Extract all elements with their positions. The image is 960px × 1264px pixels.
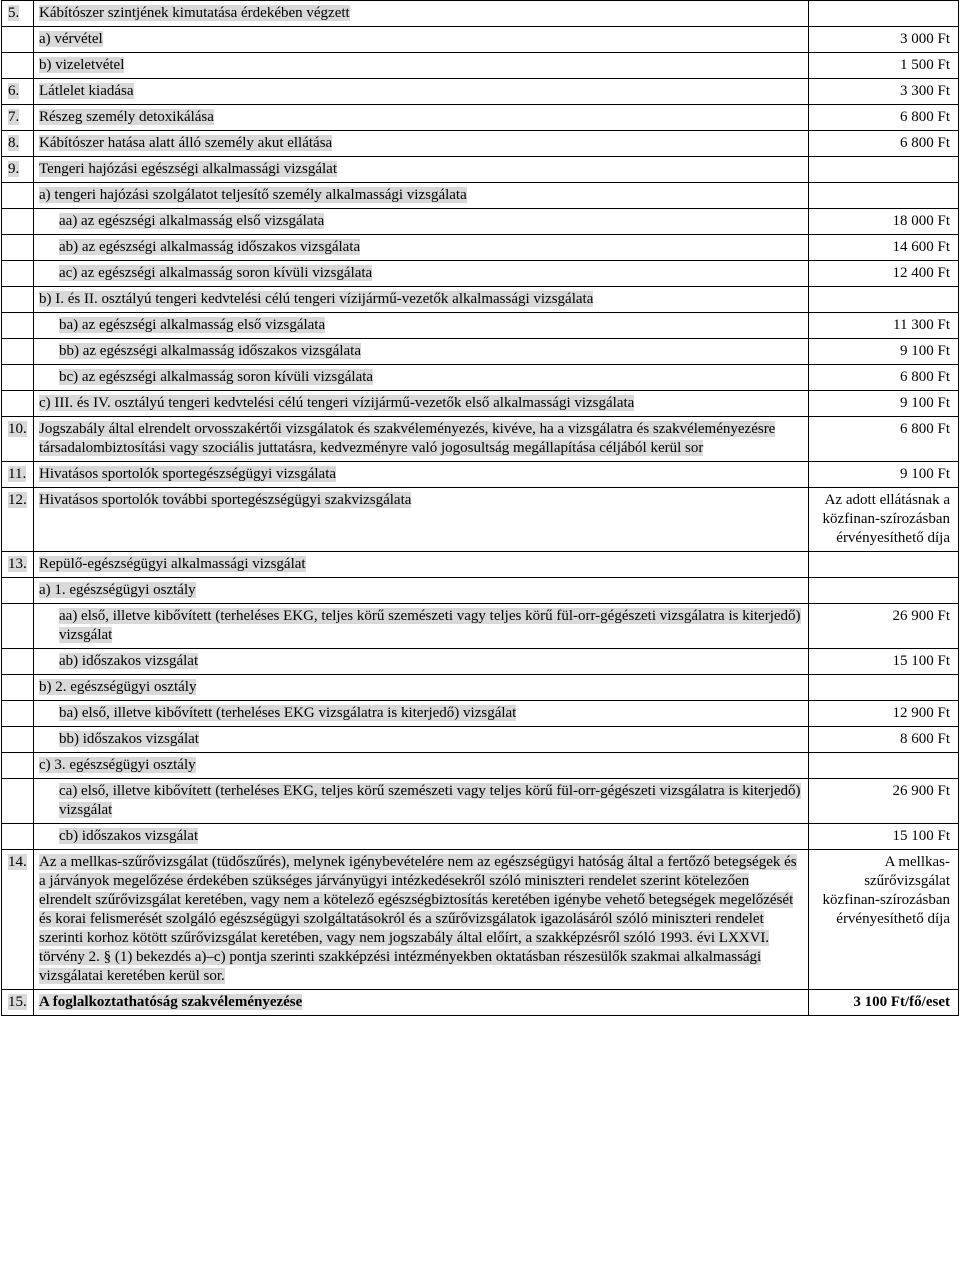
row-description — [34, 365, 809, 391]
row-fee-text: 9 100 Ft — [899, 343, 950, 359]
fee-row — [2, 339, 959, 365]
row-fee-text: 3 300 Ft — [899, 83, 950, 99]
fee-row — [2, 488, 959, 552]
row-fee — [809, 53, 959, 79]
fee-row — [2, 824, 959, 850]
fee-row — [2, 417, 959, 462]
row-description — [34, 79, 809, 105]
row-fee-text: 12 900 Ft — [892, 705, 950, 721]
fee-row — [2, 701, 959, 727]
fee-table — [1, 0, 959, 1016]
fee-row — [2, 1, 959, 27]
row-fee-text: 3 100 Ft/fő/eset — [853, 994, 950, 1010]
row-description-text: b) vizeletvétel — [39, 57, 125, 73]
row-fee-text: 9 100 Ft — [899, 466, 950, 482]
row-description — [34, 462, 809, 488]
fee-row — [2, 79, 959, 105]
row-fee — [809, 779, 959, 824]
row-number — [2, 365, 34, 391]
row-fee — [809, 261, 959, 287]
row-description — [34, 824, 809, 850]
row-fee-text: 9 100 Ft — [899, 395, 950, 411]
row-fee — [809, 313, 959, 339]
row-number — [2, 131, 34, 157]
row-description-text: c) III. és IV. osztályú tengeri kedvtelési célú tengeri vízijármű-vezetők első alkalmassági vizsgálata — [39, 395, 635, 411]
fee-table-body — [2, 1, 959, 1016]
row-fee — [809, 701, 959, 727]
row-number — [2, 235, 34, 261]
fee-row — [2, 578, 959, 604]
row-fee-text: 12 400 Ft — [892, 265, 950, 281]
fee-row — [2, 209, 959, 235]
row-fee-text: 6 800 Ft — [899, 135, 950, 151]
row-description-text: ab) az egészségi alkalmasság időszakos vizsgálata — [59, 239, 361, 255]
row-description-text: b) I. és II. osztályú tengeri kedvtelési célú tengeri vízijármű-vezetők alkalmassági vizsgálata — [39, 291, 594, 307]
row-description — [34, 552, 809, 578]
row-number — [2, 53, 34, 79]
row-fee — [809, 488, 959, 552]
fee-row — [2, 261, 959, 287]
row-number-text: 13. — [8, 556, 27, 572]
row-number — [2, 753, 34, 779]
row-fee-text: 14 600 Ft — [892, 239, 950, 255]
row-description — [34, 604, 809, 649]
row-description — [34, 209, 809, 235]
row-fee — [809, 287, 959, 313]
row-number — [2, 462, 34, 488]
row-number-text: 7. — [8, 109, 20, 125]
row-fee — [809, 753, 959, 779]
row-description-text: bb) időszakos vizsgálat — [59, 731, 199, 747]
row-description-text: ca) első, illetve kibővített (terheléses EKG, teljes körű szemészeti vagy teljes körű fül-orr-gégészeti vizsgálatra is kiterjedő) vizsgálat — [59, 783, 801, 818]
row-number — [2, 417, 34, 462]
row-fee-text: A mellkas-szűrővizsgálat közfinan-szírozásban érvényesíthető díja — [822, 854, 950, 927]
row-number — [2, 488, 34, 552]
fee-row — [2, 462, 959, 488]
row-fee — [809, 990, 959, 1016]
fee-row — [2, 753, 959, 779]
row-description — [34, 235, 809, 261]
row-description — [34, 313, 809, 339]
row-fee — [809, 850, 959, 990]
fee-row — [2, 604, 959, 649]
fee-row — [2, 105, 959, 131]
row-number — [2, 287, 34, 313]
row-number — [2, 79, 34, 105]
row-fee — [809, 131, 959, 157]
row-number — [2, 578, 34, 604]
row-fee — [809, 417, 959, 462]
row-description-text: Kábítószer szintjének kimutatása érdekében végzett — [39, 5, 350, 21]
row-fee — [809, 824, 959, 850]
row-fee-text: 3 000 Ft — [899, 31, 950, 47]
row-fee — [809, 235, 959, 261]
row-fee — [809, 183, 959, 209]
row-description — [34, 753, 809, 779]
row-description — [34, 701, 809, 727]
row-fee-text: 1 500 Ft — [899, 57, 950, 73]
row-description — [34, 1, 809, 27]
row-number — [2, 779, 34, 824]
row-description-text: Hivatásos sportolók sportegészségügyi vizsgálata — [39, 466, 337, 482]
row-description — [34, 675, 809, 701]
row-description — [34, 391, 809, 417]
row-description — [34, 578, 809, 604]
row-number — [2, 183, 34, 209]
row-description-text: ba) az egészségi alkalmasság első vizsgálata — [59, 317, 326, 333]
row-fee — [809, 209, 959, 235]
row-fee — [809, 339, 959, 365]
row-fee-text: 6 800 Ft — [899, 369, 950, 385]
fee-row — [2, 675, 959, 701]
row-description — [34, 779, 809, 824]
row-description-text: A foglalkoztathatóság szakvéleményezése — [39, 994, 303, 1010]
row-number — [2, 157, 34, 183]
fee-row — [2, 53, 959, 79]
row-number — [2, 850, 34, 990]
row-description-text: Kábítószer hatása alatt álló személy akut ellátása — [39, 135, 333, 151]
row-description-text: Repülő-egészségügyi alkalmassági vizsgálat — [39, 556, 306, 572]
row-fee-text: 26 900 Ft — [892, 608, 950, 624]
row-fee — [809, 578, 959, 604]
fee-row — [2, 27, 959, 53]
row-fee — [809, 1, 959, 27]
row-fee — [809, 604, 959, 649]
row-fee-text: Az adott ellátásnak a közfinan-szírozásban érvényesíthető díja — [822, 492, 950, 546]
row-description-text: ac) az egészségi alkalmasság soron kívüli vizsgálata — [59, 265, 373, 281]
row-number — [2, 824, 34, 850]
row-description — [34, 27, 809, 53]
fee-row — [2, 727, 959, 753]
row-number-text: 15. — [8, 994, 27, 1010]
row-fee — [809, 79, 959, 105]
row-fee-text: 6 800 Ft — [899, 109, 950, 125]
row-number-text: 14. — [8, 854, 27, 870]
row-description — [34, 183, 809, 209]
row-number-text: 9. — [8, 161, 20, 177]
row-description-text: bb) az egészségi alkalmasság időszakos vizsgálata — [59, 343, 361, 359]
row-description-text: Látlelet kiadása — [39, 83, 134, 99]
row-number — [2, 701, 34, 727]
row-number-text: 12. — [8, 492, 27, 508]
row-description-text: cb) időszakos vizsgálat — [59, 828, 199, 844]
fee-row — [2, 850, 959, 990]
row-fee — [809, 675, 959, 701]
row-description — [34, 287, 809, 313]
row-description-text: c) 3. egészségügyi osztály — [39, 757, 196, 773]
row-description-text: aa) első, illetve kibővített (terheléses EKG, teljes körű szemészeti vagy teljes körű fül-orr-gégészeti vizsgálatra is kiterjedő) vizsgálat — [59, 608, 801, 643]
row-number — [2, 727, 34, 753]
fee-row — [2, 157, 959, 183]
row-number — [2, 391, 34, 417]
row-fee — [809, 727, 959, 753]
row-fee-text: 26 900 Ft — [892, 783, 950, 799]
row-fee — [809, 462, 959, 488]
fee-row — [2, 183, 959, 209]
row-number-text: 5. — [8, 5, 20, 21]
row-description — [34, 990, 809, 1016]
row-description-text: ba) első, illetve kibővített (terheléses EKG vizsgálatra is kiterjedő) vizsgálat — [59, 705, 517, 721]
row-fee — [809, 649, 959, 675]
row-description-text: a) tengeri hajózási szolgálatot teljesítő személy alkalmassági vizsgálata — [39, 187, 467, 203]
row-fee — [809, 157, 959, 183]
row-number — [2, 552, 34, 578]
row-fee — [809, 27, 959, 53]
row-description — [34, 261, 809, 287]
row-fee-text: 11 300 Ft — [893, 317, 950, 333]
row-fee — [809, 365, 959, 391]
row-fee-text: 15 100 Ft — [892, 653, 950, 669]
row-description — [34, 417, 809, 462]
row-description — [34, 850, 809, 990]
row-description-text: Részeg személy detoxikálása — [39, 109, 214, 125]
row-number — [2, 105, 34, 131]
row-description-text: Tengeri hajózási egészségi alkalmassági vizsgálat — [39, 161, 338, 177]
row-description — [34, 339, 809, 365]
row-number — [2, 209, 34, 235]
row-description — [34, 157, 809, 183]
row-number-text: 11. — [8, 466, 27, 482]
row-description — [34, 53, 809, 79]
row-number — [2, 990, 34, 1016]
row-number-text: 10. — [8, 421, 27, 437]
row-description — [34, 131, 809, 157]
row-number — [2, 1, 34, 27]
fee-row — [2, 313, 959, 339]
row-description — [34, 727, 809, 753]
row-description — [34, 649, 809, 675]
row-fee — [809, 391, 959, 417]
row-description — [34, 488, 809, 552]
row-number — [2, 649, 34, 675]
fee-row — [2, 235, 959, 261]
row-fee-text: 15 100 Ft — [892, 828, 950, 844]
fee-row — [2, 131, 959, 157]
row-fee-text: 8 600 Ft — [899, 731, 950, 747]
fee-row — [2, 391, 959, 417]
row-number — [2, 261, 34, 287]
row-number — [2, 313, 34, 339]
row-fee — [809, 552, 959, 578]
fee-row — [2, 552, 959, 578]
row-number — [2, 339, 34, 365]
row-fee — [809, 105, 959, 131]
fee-row — [2, 990, 959, 1016]
row-description-text: b) 2. egészségügyi osztály — [39, 679, 197, 695]
row-description-text: a) vérvétel — [39, 31, 103, 47]
row-description-text: ab) időszakos vizsgálat — [59, 653, 199, 669]
row-description-text: aa) az egészségi alkalmasság első vizsgálata — [59, 213, 325, 229]
row-number-text: 6. — [8, 83, 20, 99]
row-description-text: bc) az egészségi alkalmasság soron kívüli vizsgálata — [59, 369, 374, 385]
row-fee-text: 6 800 Ft — [899, 421, 950, 437]
row-description-text: a) 1. egészségügyi osztály — [39, 582, 196, 598]
row-description-text: Az a mellkas-szűrővizsgálat (tüdőszűrés), melynek igénybevételére nem az egészségügyi hatóság által a fertőző betegségek és a járványok megelőzése érdekében szükséges járványügyi intézkedésekről szóló miniszteri rendelet szerint kötelezően elrendelt szűrővizsgálat keretében, vagy nem a kötelező egészségbiztosítás keretében igénybe vehető betegségek megelőzését és korai felismerését szolgáló egészségügyi szolgáltatásokról és a szűrővizsgálatok igazolásáról szóló miniszteri rendelet szerinti korhoz kötött szűrővizsgálat keretében, vagy nem jogszabály által előírt, a szakképzésről szóló 1993. évi LXXVI. törvény 2. § (1) bekezdés a)–c) pontja szerinti szakképzési intézményekben oktatásban részesülők szakmai alkalmassági vizsgálatai keretében kerül sor. — [39, 854, 797, 984]
row-number — [2, 675, 34, 701]
row-description — [34, 105, 809, 131]
fee-row — [2, 365, 959, 391]
row-number — [2, 604, 34, 649]
row-number — [2, 27, 34, 53]
row-fee-text: 18 000 Ft — [892, 213, 950, 229]
row-description-text: Hivatásos sportolók további sportegészségügyi szakvizsgálata — [39, 492, 412, 508]
row-description-text: Jogszabály által elrendelt orvosszakértői vizsgálatok és szakvéleményezés, kivéve, ha a vizsgálatra és szakvéleményezésre társadalombiztosítási vagy szociális juttatásra, kedvezményre való jogosultság megállapítása céljából kerül sor — [39, 421, 776, 456]
fee-row — [2, 779, 959, 824]
row-number-text: 8. — [8, 135, 20, 151]
fee-row — [2, 287, 959, 313]
fee-row — [2, 649, 959, 675]
